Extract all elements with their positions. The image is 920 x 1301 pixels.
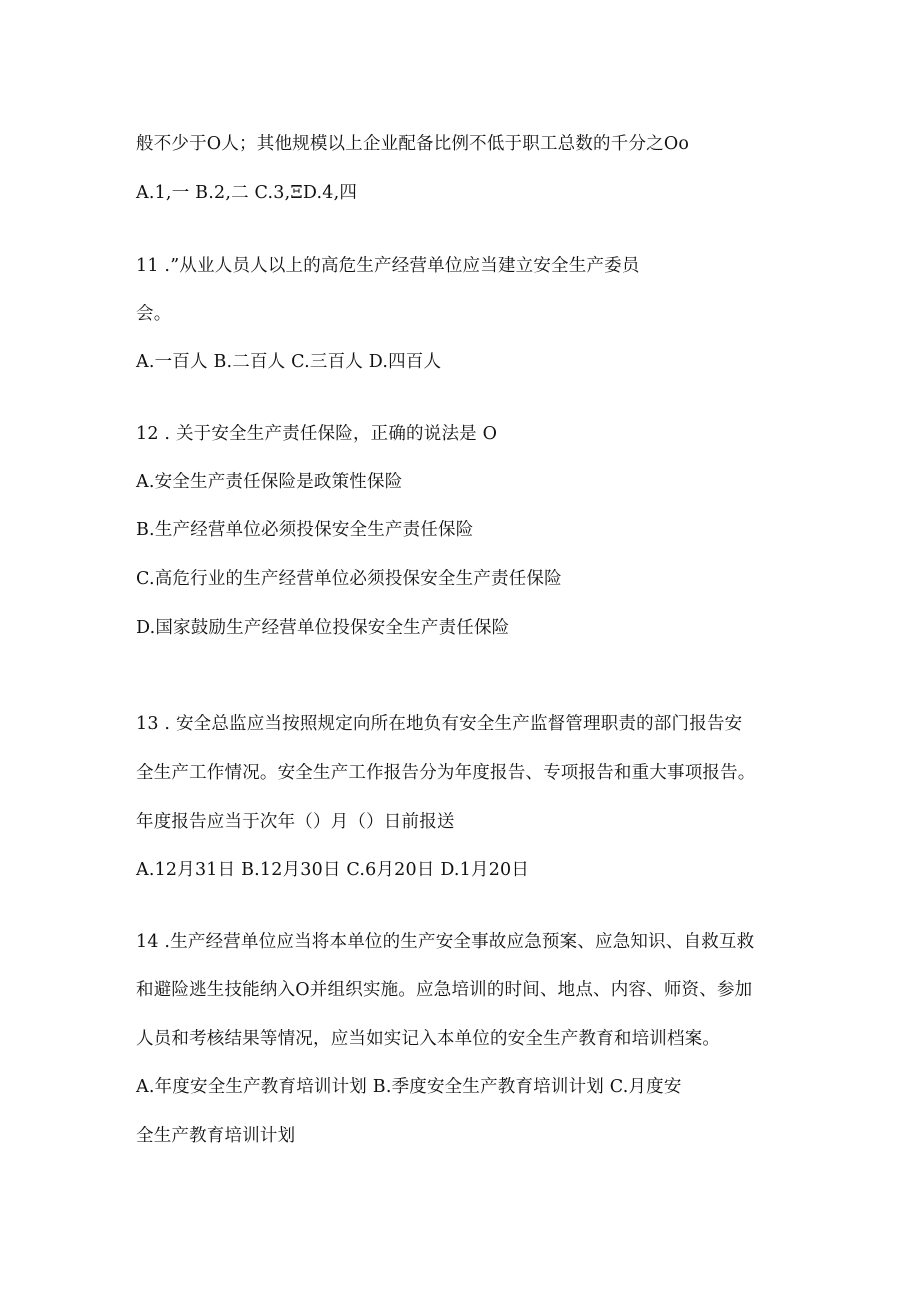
q13-stem: 13 . 安全总监应当按照规定向所在地负有安全生产监督管理职责的部门报告安 [136, 714, 743, 734]
q10-continuation-text: 般不少于O人；其他规模以上企业配备比例不低于职工总数的千分之Oo [136, 134, 690, 154]
q14-stem-line-2: 和避险逃生技能纳入O并组织实施。应急培训的时间、地点、内容、师资、参加 [136, 980, 753, 1000]
q11-options: A.一百人 B.二百人 C.三百人 D.四百人 [136, 352, 442, 372]
q14-options-continuation: 全生产教育培训计划 [136, 1126, 296, 1146]
q12-stem: 12 . 关于安全生产责任保险，正确的说法是 O [136, 424, 498, 444]
q12-option-a: A.安全生产责任保险是政策性保险 [136, 472, 403, 492]
q13-stem-line-2: 全生产工作情况。安全生产工作报告分为年度报告、专项报告和重大事项报告。 [136, 763, 756, 783]
q14-stem-line-3: 人员和考核结果等情况，应当如实记入本单位的安全生产教育和培训档案。 [136, 1029, 721, 1049]
q12-option-b: B.生产经营单位必须投保安全生产责任保险 [136, 520, 474, 540]
q12-option-d: D.国家鼓励生产经营单位投保安全生产责任保险 [136, 618, 510, 638]
q14-stem: 14 .生产经营单位应当将本单位的生产安全事故应急预案、应急知识、自救互救 [136, 932, 755, 952]
q10-options: A.1,一 B.2,二 C.3,ΞD.4,四 [136, 183, 358, 203]
q11-stem: 11 .”从业人员人以上的高危生产经营单位应当建立安全生产委员 [136, 256, 640, 276]
q13-stem-line-3: 年度报告应当于次年（）月（）日前报送 [136, 812, 455, 832]
q12-option-c: C.高危行业的生产经营单位必须投保安全生产责任保险 [136, 569, 562, 589]
q14-options: A.年度安全生产教育培训计划 B.季度安全生产教育培训计划 C.月度安 [136, 1077, 682, 1097]
q11-stem-continuation: 会。 [136, 304, 172, 324]
q13-options: A.12月31日 B.12月30日 C.6月20日 D.1月20日 [136, 860, 530, 880]
